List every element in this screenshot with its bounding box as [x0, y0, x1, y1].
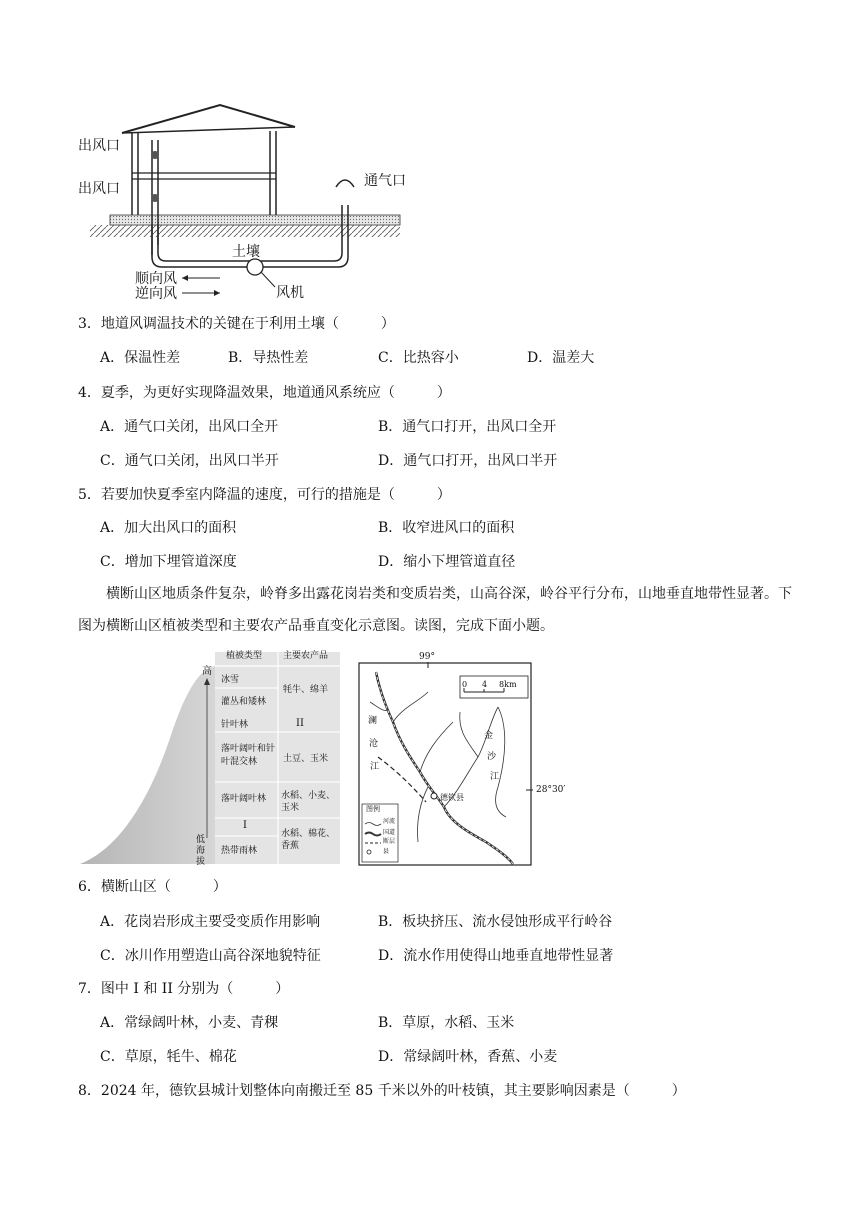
q6-option-c: C．冰川作用塑造山高谷深地貌特征 [100, 948, 321, 964]
lancang-char-1: 澜 [368, 716, 378, 726]
zone-veg-mixed: 落叶阔叶和针叶混交林 [221, 744, 276, 767]
q3-option-a: A．保温性差 [100, 350, 181, 366]
zone-veg-i: I [243, 820, 247, 831]
zone-agri-yak: 牦牛、绵羊 [283, 685, 329, 695]
passage [78, 578, 798, 642]
q5-option-c: C．增加下埋管道深度 [100, 554, 237, 570]
tunnel-ventilation-diagram [70, 95, 420, 305]
q3-option-c: C．比热容小 [378, 350, 459, 366]
zone-agri-rice-cotton: 水稻、棉花、香蕉 [281, 829, 336, 851]
outlet-label-top: 出风口 [78, 138, 120, 154]
q6-option-d: D．流水作用使得山地垂直地带性显著 [378, 948, 614, 964]
question-3: 3．地道风调温技术的关键在于利用土壤（ ） [78, 316, 395, 332]
q5-option-a: A．加大出风口的面积 [100, 520, 237, 536]
question-8: 8．2024 年，德钦县城计划整体向南搬迁至 85 千米以外的叶枝镇，其主要影响因素是（ ） [78, 1083, 686, 1099]
q4-option-a: A．通气口关闭，出风口全开 [100, 419, 279, 435]
reverse-wind-label: 逆向风 [135, 286, 177, 302]
zone-veg-conifer: 针叶林 [221, 720, 249, 730]
q7-option-c: C．草原，牦牛、棉花 [100, 1049, 237, 1065]
legend-river: 河流 [383, 818, 396, 825]
altitude-low-label: 低海拔 [196, 835, 206, 867]
question-5: 5．若要加快夏季室内降温的速度，可行的措施是（ ） [78, 487, 451, 503]
zone-veg-deciduous: 落叶阔叶林 [221, 794, 267, 804]
jinsha-char-3: 江 [490, 772, 500, 782]
question-7: 7．图中 I 和 II 分别为（ ） [78, 981, 290, 997]
latitude-label: 28°30′ [536, 785, 566, 795]
scale-8km: 8km [499, 680, 517, 689]
q4-option-d: D．通气口打开，出风口半开 [378, 453, 558, 469]
lancang-char-2: 沧 [369, 739, 379, 749]
soil-label: 土壤 [232, 244, 260, 260]
legend-fault: 断层 [383, 838, 396, 845]
zone-agri-ii: II [296, 718, 304, 729]
q4-option-c: C．通气口关闭，出风口半开 [100, 453, 279, 469]
jinsha-char-1: 金 [484, 731, 494, 741]
zone-veg-snow: 冰雪 [221, 675, 240, 685]
header-vegetation: 植被类型 [226, 651, 263, 661]
forward-wind-label: 顺向风 [135, 271, 177, 287]
deqin-county-label: 德钦县 [440, 793, 464, 802]
question-4: 4．夏季，为更好实现降温效果，地道通风系统应（ ） [78, 385, 451, 401]
q6-option-a: A．花岗岩形成主要受变质作用影响 [100, 914, 321, 930]
zone-agri-potato: 土豆、玉米 [283, 754, 329, 764]
legend-road: 国道 [383, 829, 396, 836]
legend-county: 县 [383, 848, 390, 855]
q6-option-b: B．板块挤压、流水侵蚀形成平行岭谷 [378, 914, 613, 930]
altitude-high-label: 高 [202, 666, 212, 677]
zone-veg-rainforest: 热带雨林 [221, 846, 258, 856]
fan-label: 风机 [276, 285, 304, 301]
q3-option-b: B．导热性差 [228, 350, 309, 366]
jinsha-char-2: 沙 [487, 752, 497, 762]
scale-0: 0 [462, 680, 468, 689]
q5-option-b: B．收窄进风口的面积 [378, 520, 515, 536]
q7-option-a: A．常绿阔叶林，小麦、青稞 [100, 1015, 279, 1031]
scale-4: 4 [482, 680, 488, 689]
zone-veg-shrub: 灌丛和矮林 [221, 697, 267, 707]
legend-title: 图例 [366, 805, 380, 813]
q4-option-b: B．通气口打开，出风口全开 [378, 419, 557, 435]
q3-option-d: D．温差大 [527, 350, 595, 366]
header-agriculture: 主要农产品 [283, 651, 329, 661]
lancang-char-3: 江 [370, 762, 380, 772]
passage-text: 横断山区地质条件复杂，岭脊多出露花岗岩类和变质岩类，山高谷深，岭谷平行分布，山地垂直地带性显著。下图为横断山区植被类型和主要农产品垂直变化示意图。读图，完成下面小题。 [78, 586, 792, 634]
zone-agri-rice-wheat: 水稻、小麦、玉米 [281, 791, 336, 813]
outlet-label-bottom: 出风口 [78, 181, 120, 197]
question-6: 6．横断山区（ ） [78, 879, 227, 895]
q5-option-d: D．缩小下埋管道直径 [378, 554, 516, 570]
vent-label: 通气口 [364, 173, 406, 189]
q7-option-d: D．常绿阔叶林，香蕉、小麦 [378, 1049, 558, 1065]
q7-option-b: B．草原，水稻、玉米 [378, 1015, 515, 1031]
longitude-label: 99° [419, 652, 435, 662]
